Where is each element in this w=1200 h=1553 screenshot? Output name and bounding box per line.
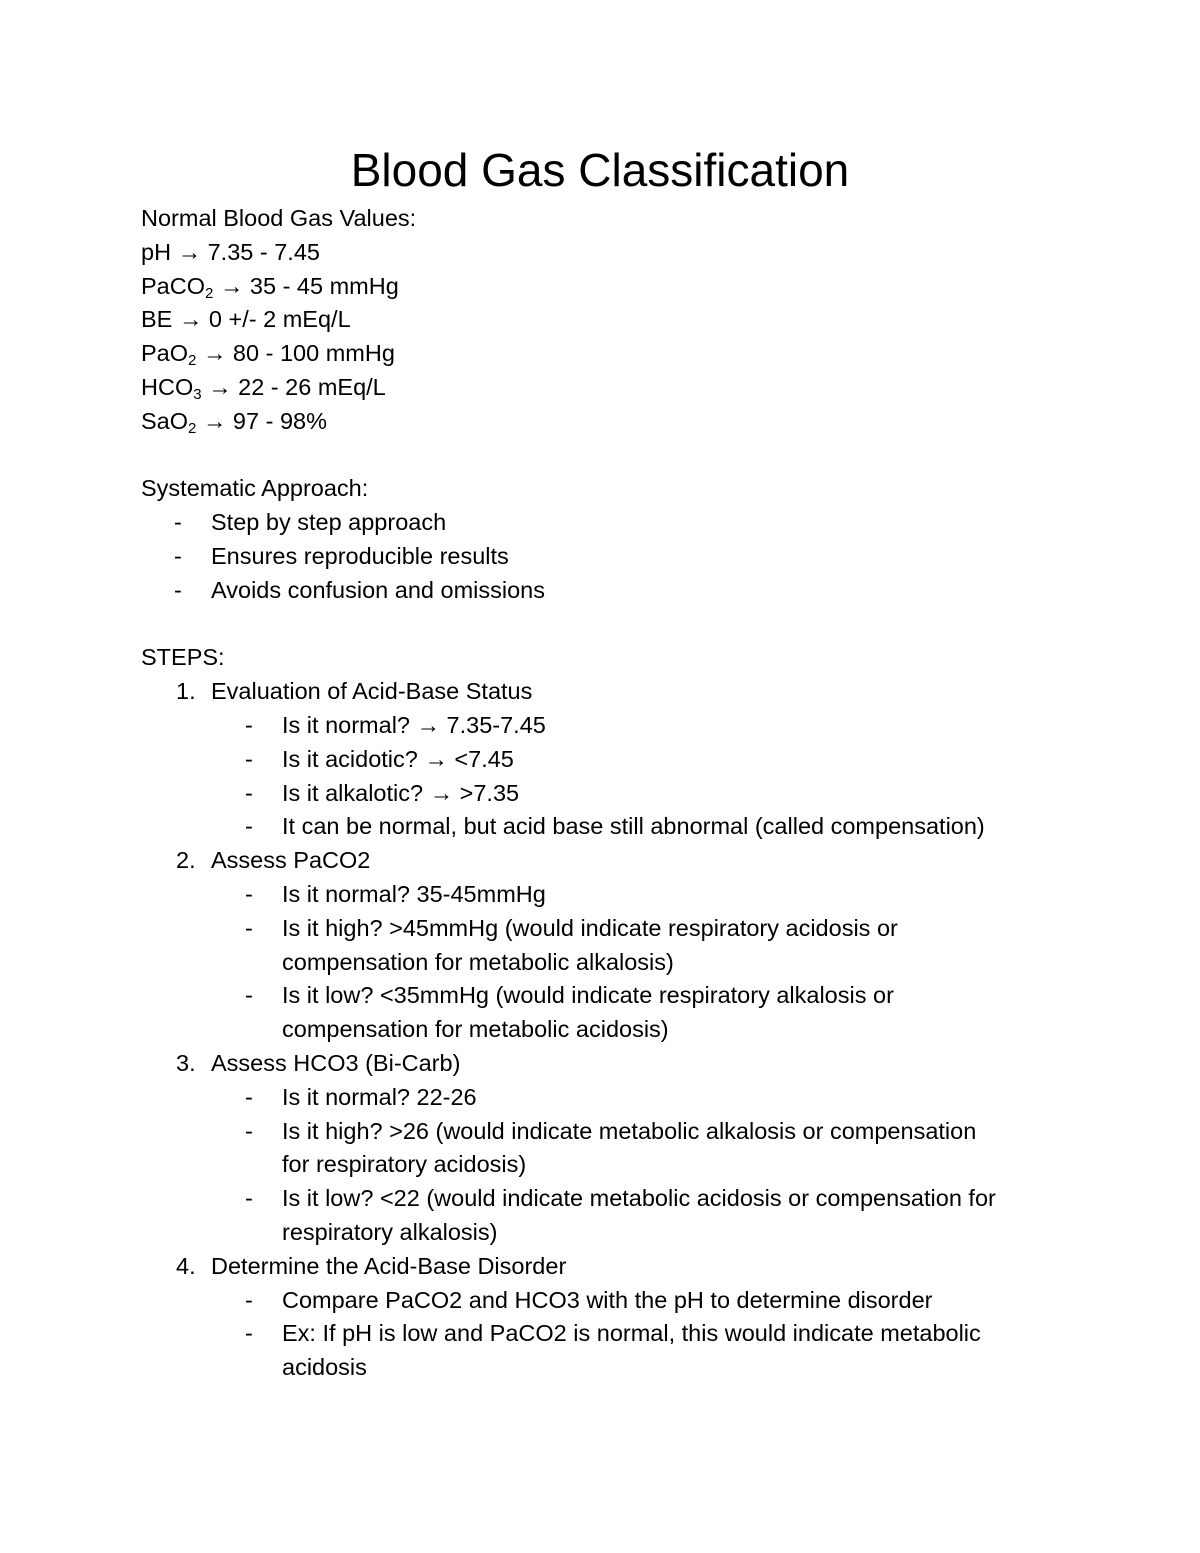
bullet-dash: - xyxy=(245,880,253,907)
sub-list-item: - Is it acidotic? → <7.45 xyxy=(141,743,1141,777)
sub-list-item: - It can be normal, but acid base still abnormal (called compensation) xyxy=(141,810,1141,844)
normal-value-hco3: $HCO_3 \to 22 - 26$ mEq/L xyxy=(141,373,386,403)
list-item: - Avoids confusion and omissions xyxy=(141,574,1141,608)
sub-list-item: - Ex: If pH is low and PaCO2 is normal, this would indicate metabolic xyxy=(141,1317,1141,1351)
step-item: 2. Assess PaCO2 xyxy=(141,844,1141,878)
sub-list-item-continuation: acidosis xyxy=(282,1354,367,1381)
bullet-dash: - xyxy=(245,1083,253,1110)
bullet-dash: - xyxy=(245,1320,253,1347)
normal-value-ph: pH → 7.35 - 7.45 xyxy=(141,238,320,265)
bullet-dash: - xyxy=(245,914,253,941)
bullet-dash: - xyxy=(174,576,182,603)
sub-list-item: - Is it low? <35mmHg (would indicate respiratory alkalosis or xyxy=(141,979,1141,1013)
sub-list-item: - Is it alkalotic? → >7.35 xyxy=(141,777,1141,811)
sub-list-item-continuation: compensation for metabolic acidosis) xyxy=(282,1016,669,1043)
normal-values-heading: Normal Blood Gas Values: xyxy=(141,205,417,231)
bullet-dash: - xyxy=(245,711,253,738)
step-item: 4. Determine the Acid-Base Disorder xyxy=(141,1250,1141,1284)
sub-list-item-continuation: compensation for metabolic alkalosis) xyxy=(282,948,674,975)
bullet-dash: - xyxy=(245,813,253,840)
step-item: 1. Evaluation of Acid-Base Status xyxy=(141,675,1141,709)
sub-list-item: - Is it high? >45mmHg (would indicate respiratory acidosis or xyxy=(141,912,1141,946)
document-body xyxy=(141,202,1141,1385)
step-number: 2. xyxy=(176,847,196,874)
sub-list-item: - Is it high? >26 (would indicate metabolic alkalosis or compensation xyxy=(141,1115,1141,1149)
bullet-dash: - xyxy=(245,745,253,772)
sub-list-item: - Is it low? <22 (would indicate metabolic acidosis or compensation for xyxy=(141,1182,1141,1216)
document-title: Blood Gas Classification xyxy=(350,144,850,196)
bullet-dash: - xyxy=(245,1185,253,1212)
spacer xyxy=(141,608,1141,642)
normal-value-pao2: PaO$_2$ → 80 - 100 mmHg xyxy=(141,340,395,370)
sub-list-item-continuation: for respiratory acidosis) xyxy=(282,1151,527,1178)
normal-value-sao2: SaO$_2$ → 97 - 98% xyxy=(141,407,327,437)
step-number: 4. xyxy=(176,1252,196,1279)
steps-heading: STEPS: xyxy=(141,644,225,671)
list-item: - Ensures reproducible results xyxy=(141,540,1141,574)
sub-list-item: - Is it normal? 35-45mmHg xyxy=(141,878,1141,912)
sub-list-item-continuation: respiratory alkalosis) xyxy=(282,1218,498,1245)
step-number: 3. xyxy=(176,1049,196,1076)
normal-value-paco2: PaCO$_2$ → 35 - 45 mmHg xyxy=(141,272,399,302)
sub-list-item: - Is it normal? → 7.35-7.45 xyxy=(141,709,1141,743)
normal-value-be: BE → 0 +/- 2 mEq/L xyxy=(141,306,351,333)
bullet-dash: - xyxy=(174,542,182,569)
bullet-dash: - xyxy=(245,779,253,806)
bullet-dash: - xyxy=(245,1117,253,1144)
spacer xyxy=(141,439,1141,473)
bullet-dash: - xyxy=(174,509,182,536)
bullet-dash: - xyxy=(245,1286,253,1313)
step-number: 1. xyxy=(176,678,196,705)
list-item: - Step by step approach xyxy=(141,506,1141,540)
bullet-dash: - xyxy=(245,982,253,1009)
systematic-approach-heading: Systematic Approach: xyxy=(141,475,369,502)
sub-list-item: - Compare PaCO2 and HCO3 with the pH to determine disorder xyxy=(141,1284,1141,1318)
step-item: 3. Assess HCO3 (Bi-Carb) xyxy=(141,1047,1141,1081)
sub-list-item: - Is it normal? 22-26 xyxy=(141,1081,1141,1115)
